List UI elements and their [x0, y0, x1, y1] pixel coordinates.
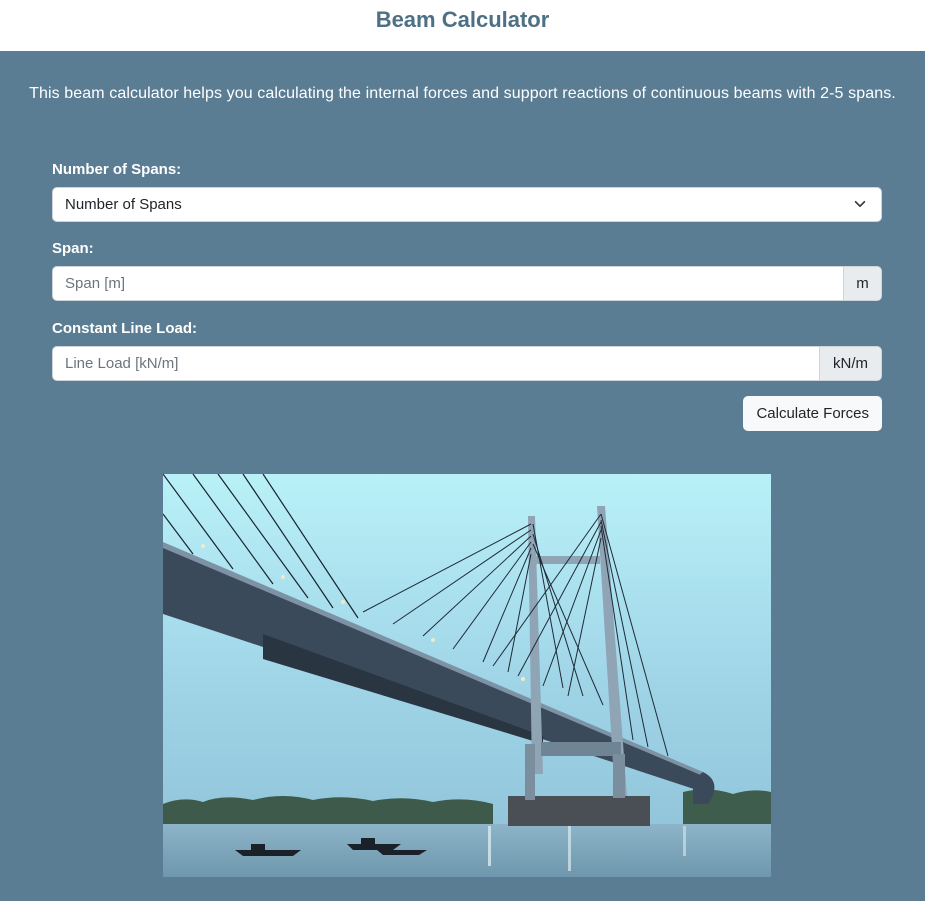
bridge-illustration: [163, 474, 771, 877]
spans-label: Number of Spans:: [52, 161, 182, 178]
load-input-group: [52, 346, 882, 381]
span-label: Span:: [52, 240, 94, 257]
beam-form: [52, 161, 882, 431]
page-title: Beam Calculator: [375, 6, 550, 32]
span-unit: m: [843, 267, 881, 300]
load-input[interactable]: [53, 347, 819, 380]
calculate-forces-button[interactable]: Calculate Forces: [743, 396, 882, 431]
spans-select[interactable]: [52, 187, 882, 222]
spans-select-value: Number of Spans: [65, 196, 182, 213]
load-unit: kN/m: [819, 347, 881, 380]
intro-text: This beam calculator helps you calculating the internal forces and support reactions of continuous beams with 2-5 spans.: [29, 85, 896, 102]
load-label: Constant Line Load:: [52, 320, 197, 337]
chevron-down-icon: [853, 197, 867, 211]
span-input[interactable]: [53, 267, 843, 300]
bridge-photo: [163, 474, 771, 877]
page-header: [0, 0, 925, 51]
button-row: [52, 396, 882, 431]
span-input-group: [52, 266, 882, 301]
